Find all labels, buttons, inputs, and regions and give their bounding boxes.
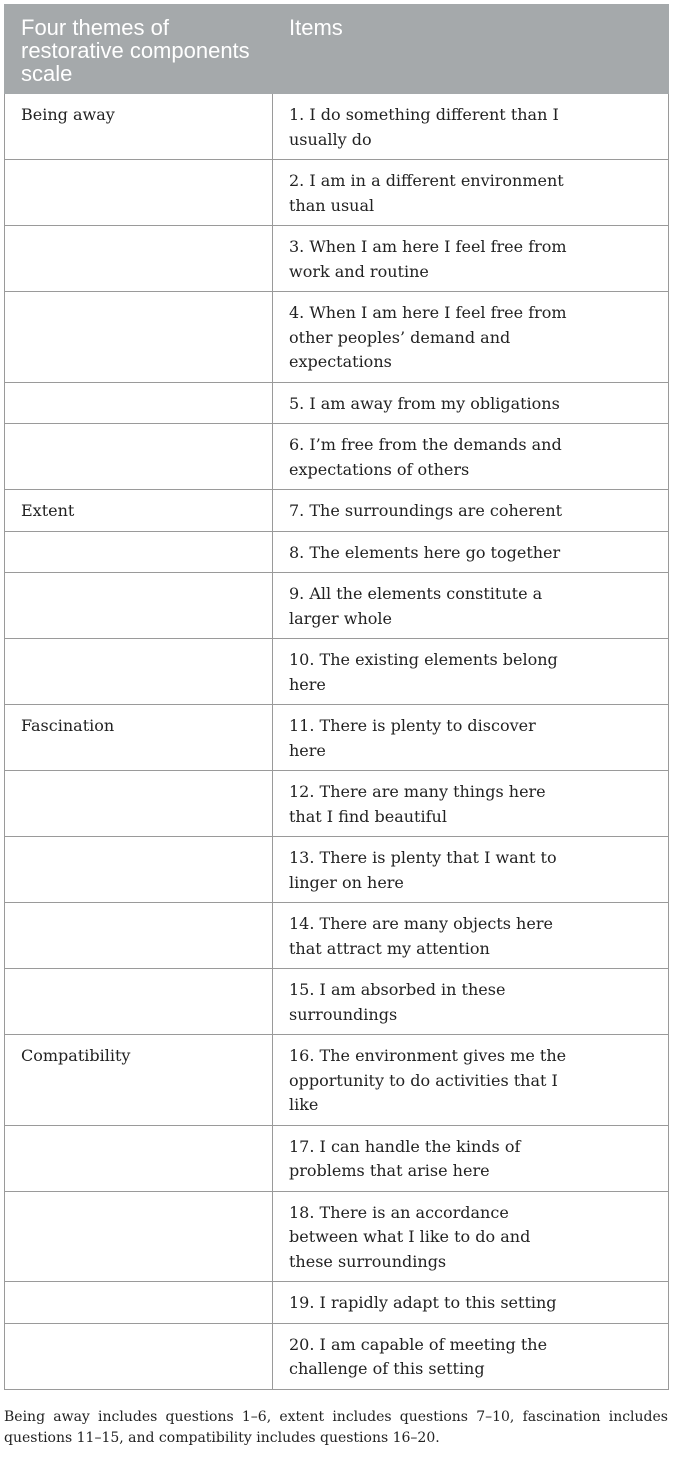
- item-cell: 6. I’m free from the demands and expectations of others: [273, 424, 669, 490]
- theme-cell: [5, 903, 273, 969]
- item-cell: 8. The elements here go together: [273, 531, 669, 573]
- table-row: [5, 837, 669, 903]
- theme-cell: [5, 969, 273, 1035]
- table-row: [5, 1323, 669, 1389]
- theme-cell: [5, 639, 273, 705]
- theme-cell: [5, 160, 273, 226]
- item-cell: 19. I rapidly adapt to this setting: [273, 1282, 669, 1324]
- item-cell: 3. When I am here I feel free from work and routine: [273, 226, 669, 292]
- theme-cell: Extent: [5, 490, 273, 532]
- table-row: [5, 424, 669, 490]
- table-row: [5, 382, 669, 424]
- item-cell: 2. I am in a different environment than usual: [273, 160, 669, 226]
- theme-cell: Fascination: [5, 705, 273, 771]
- theme-cell: Compatibility: [5, 1035, 273, 1126]
- table-row: [5, 226, 669, 292]
- theme-cell: Being away: [5, 94, 273, 160]
- theme-cell: [5, 424, 273, 490]
- item-cell: 1. I do something different than I usually do: [273, 94, 669, 160]
- item-cell: 13. There is plenty that I want to linger on here: [273, 837, 669, 903]
- item-cell: 9. All the elements constitute a larger whole: [273, 573, 669, 639]
- column-header-items: Items: [273, 5, 669, 94]
- theme-cell: [5, 292, 273, 383]
- table-row: [5, 292, 669, 383]
- table-header-row: [5, 5, 669, 94]
- table-row: [5, 160, 669, 226]
- table-row: [5, 903, 669, 969]
- table-row: [5, 969, 669, 1035]
- item-cell: 4. When I am here I feel free from other peoples’ demand and expectations: [273, 292, 669, 383]
- column-header-themes: Four themes of restorative components scale: [5, 5, 273, 94]
- table-row: [5, 490, 669, 532]
- table-row: [5, 771, 669, 837]
- table-row: [5, 1035, 669, 1126]
- theme-cell: [5, 1282, 273, 1324]
- theme-cell: [5, 1191, 273, 1282]
- item-cell: 15. I am absorbed in these surroundings: [273, 969, 669, 1035]
- item-cell: 20. I am capable of meeting the challenge of this setting: [273, 1323, 669, 1389]
- table-row: [5, 1282, 669, 1324]
- theme-cell: [5, 1125, 273, 1191]
- theme-cell: [5, 226, 273, 292]
- table-row: [5, 94, 669, 160]
- item-cell: 10. The existing elements belong here: [273, 639, 669, 705]
- table-row: [5, 639, 669, 705]
- table-row: [5, 1125, 669, 1191]
- table-row: [5, 1191, 669, 1282]
- theme-cell: [5, 771, 273, 837]
- theme-cell: [5, 382, 273, 424]
- item-cell: 16. The environment gives me the opportunity to do activities that I like: [273, 1035, 669, 1126]
- theme-cell: [5, 1323, 273, 1389]
- item-cell: 14. There are many objects here that attract my attention: [273, 903, 669, 969]
- table-row: [5, 531, 669, 573]
- item-cell: 18. There is an accordance between what I like to do and these surroundings: [273, 1191, 669, 1282]
- item-cell: 5. I am away from my obligations: [273, 382, 669, 424]
- item-cell: 12. There are many things here that I find beautiful: [273, 771, 669, 837]
- theme-cell: [5, 837, 273, 903]
- item-cell: 17. I can handle the kinds of problems that arise here: [273, 1125, 669, 1191]
- table-row: [5, 573, 669, 639]
- theme-cell: [5, 573, 273, 639]
- theme-cell: [5, 531, 273, 573]
- table-footnote: Being away includes questions 1–6, extent includes questions 7–10, fascination includes questions 11–15, and compatibility includes questions 16–20.: [4, 1409, 668, 1446]
- item-cell: 11. There is plenty to discover here: [273, 705, 669, 771]
- item-cell: 7. The surroundings are coherent: [273, 490, 669, 532]
- table-body: [5, 94, 669, 1390]
- table-row: [5, 705, 669, 771]
- restorative-components-table: [4, 4, 669, 1390]
